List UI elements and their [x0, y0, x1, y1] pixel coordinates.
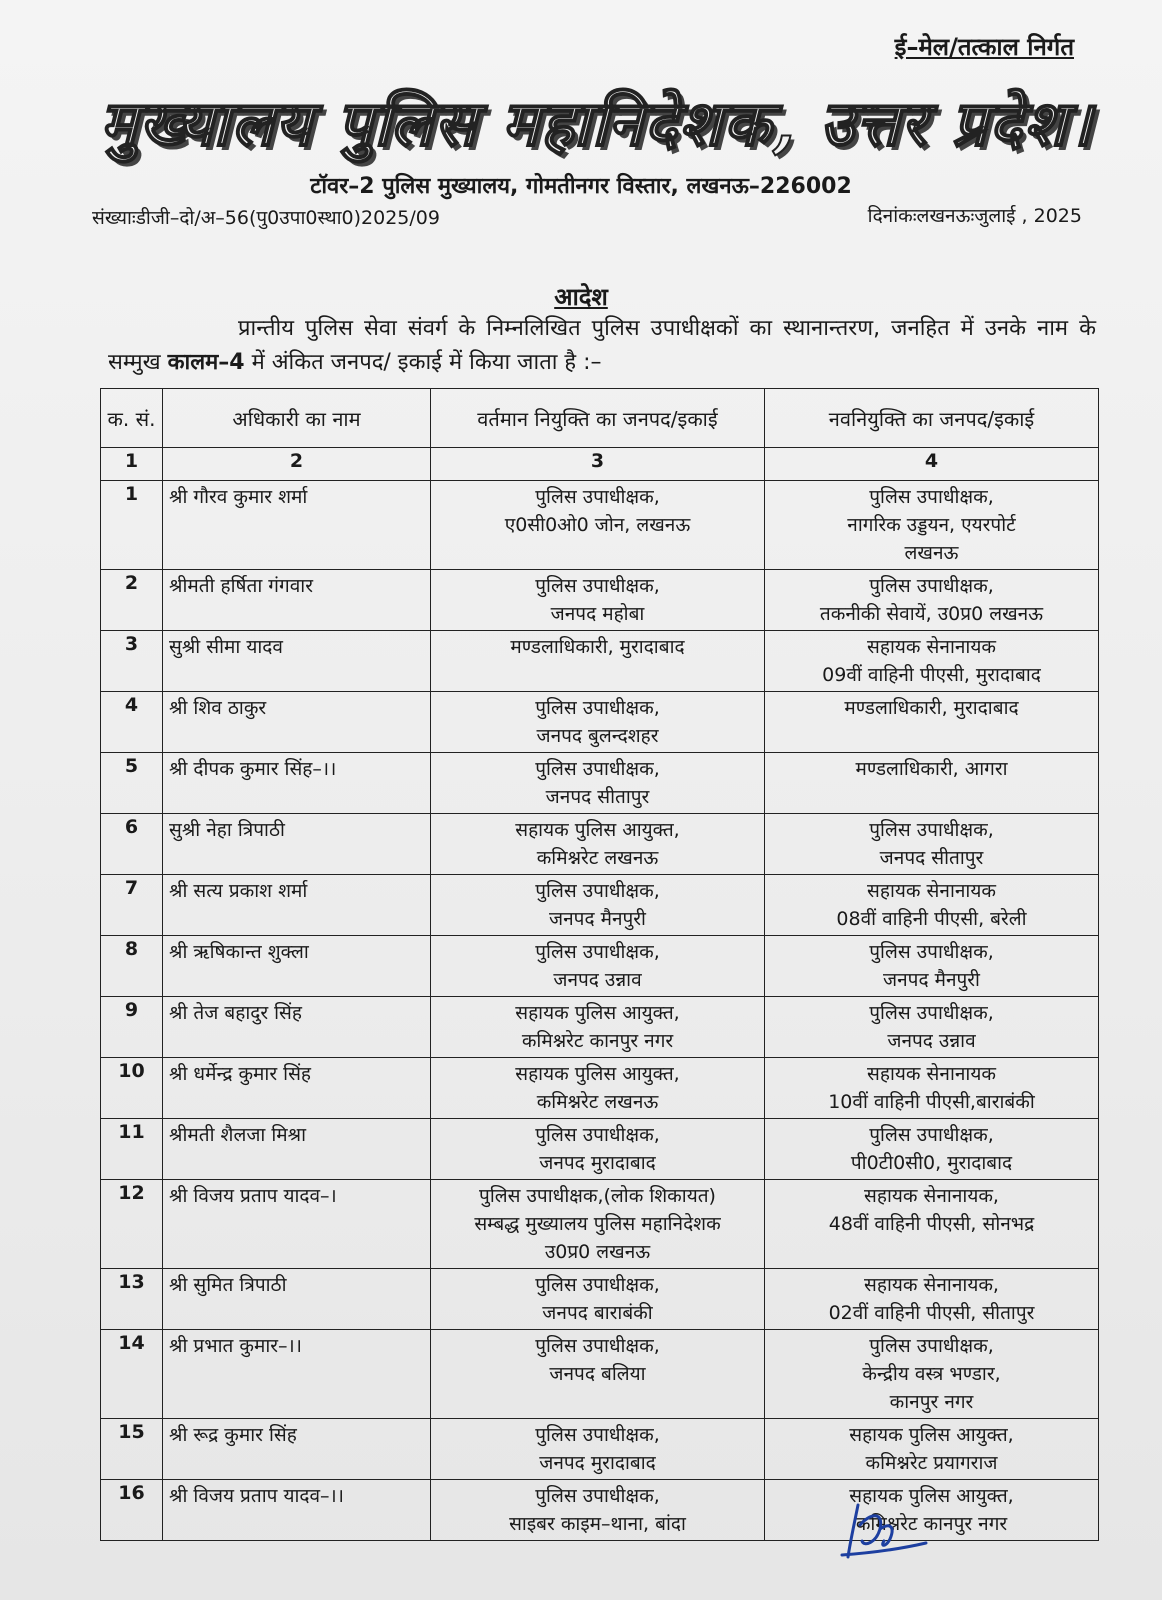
serial-number: 7 — [101, 875, 163, 936]
table-body — [101, 481, 1099, 1541]
intro-column-ref: कालम–4 — [167, 350, 245, 375]
new-posting — [765, 1180, 1099, 1269]
new-posting — [765, 753, 1099, 814]
column-number: 1 — [101, 448, 163, 481]
posting-line: पुलिस उपाधीक्षक, — [869, 1335, 994, 1357]
table-row — [101, 1058, 1099, 1119]
officer-name: श्री सुमित त्रिपाठी — [163, 1269, 431, 1330]
order-date: दिनांकःलखनऊःजुलाई , 2025 — [867, 205, 1082, 227]
officer-name: श्रीमती हर्षिता गंगवार — [163, 570, 431, 631]
serial-number: 5 — [101, 753, 163, 814]
posting-line: पुलिस उपाधीक्षक, — [535, 1335, 660, 1357]
posting-line: पुलिस उपाधीक्षक, — [535, 486, 660, 508]
officer-name: सुश्री सीमा यादव — [163, 631, 431, 692]
posting-line: पुलिस उपाधीक्षक, — [535, 1485, 660, 1507]
officer-name: श्री प्रभात कुमार–।। — [163, 1330, 431, 1419]
header-current-posting: वर्तमान नियुक्ति का जनपद/इकाई — [431, 389, 765, 448]
header-serial: क. सं. — [101, 389, 163, 448]
posting-line: जनपद बुलन्दशहर — [536, 725, 659, 747]
posting-line: मण्डलाधिकारी, आगरा — [855, 758, 1008, 780]
posting-line: जनपद मुरादाबाद — [539, 1452, 656, 1474]
officer-name: सुश्री नेहा त्रिपाठी — [163, 814, 431, 875]
posting-line: पुलिस उपाधीक्षक, — [869, 1002, 994, 1024]
serial-number: 10 — [101, 1058, 163, 1119]
officer-name: श्री दीपक कुमार सिंह–।। — [163, 753, 431, 814]
posting-line: पुलिस उपाधीक्षक, — [869, 819, 994, 841]
serial-number: 3 — [101, 631, 163, 692]
current-posting — [431, 1180, 765, 1269]
table-row — [101, 875, 1099, 936]
new-posting — [765, 997, 1099, 1058]
posting-line: 02वीं वाहिनी पीएसी, सीतापुर — [828, 1302, 1035, 1324]
new-posting — [765, 814, 1099, 875]
intro-text-2: में अंकित जनपद/ इकाई में किया जाता है :– — [244, 350, 602, 375]
serial-number: 14 — [101, 1330, 163, 1419]
current-posting — [431, 1119, 765, 1180]
current-posting — [431, 753, 765, 814]
serial-number: 1 — [101, 481, 163, 570]
officer-name: श्री रूद्र कुमार सिंह — [163, 1419, 431, 1480]
new-posting — [765, 631, 1099, 692]
column-number: 4 — [765, 448, 1099, 481]
serial-number: 4 — [101, 692, 163, 753]
serial-number: 16 — [101, 1480, 163, 1541]
posting-line: कमिश्नरेट लखनऊ — [536, 1091, 659, 1113]
posting-line: मण्डलाधिकारी, मुरादाबाद — [510, 636, 685, 658]
serial-number: 15 — [101, 1419, 163, 1480]
column-number: 3 — [431, 448, 765, 481]
header-new-posting: नवनियुक्ति का जनपद/इकाई — [765, 389, 1099, 448]
posting-line: सहायक सेनानायक, — [864, 1185, 999, 1207]
current-posting — [431, 1419, 765, 1480]
current-posting — [431, 570, 765, 631]
column-number: 2 — [163, 448, 431, 481]
new-posting — [765, 481, 1099, 570]
serial-number: 11 — [101, 1119, 163, 1180]
posting-line: तकनीकी सेवायें, उ0प्र0 लखनऊ — [819, 603, 1044, 625]
posting-line: सहायक सेनानायक — [867, 1063, 996, 1085]
current-posting — [431, 692, 765, 753]
current-posting — [431, 814, 765, 875]
posting-line: जनपद महोबा — [550, 603, 645, 625]
posting-line: पी0टी0सी0, मुरादाबाद — [850, 1152, 1013, 1174]
new-posting — [765, 1330, 1099, 1419]
posting-line: जनपद उन्नाव — [553, 969, 642, 991]
posting-line: सम्बद्ध मुख्यालय पुलिस महानिदेशक — [474, 1213, 721, 1235]
posting-line: जनपद मैनपुरी — [549, 908, 646, 930]
posting-line: पुलिस उपाधीक्षक, — [869, 486, 994, 508]
intro-text-1: प्रान्तीय पुलिस सेवा संवर्ग के निम्नलिखित पुलिस उपाधीक्षकों का स्थानान्तरण, जनहित में उनके नाम के सम्मुख — [108, 316, 1096, 375]
serial-number: 2 — [101, 570, 163, 631]
posting-line: पुलिस उपाधीक्षक, — [535, 1124, 660, 1146]
new-posting — [765, 1058, 1099, 1119]
officer-name: श्री गौरव कुमार शर्मा — [163, 481, 431, 570]
officer-name: श्री विजय प्रताप यादव–।। — [163, 1480, 431, 1541]
table-row — [101, 1330, 1099, 1419]
current-posting — [431, 1269, 765, 1330]
posting-line: कानपुर नगर — [889, 1391, 974, 1413]
posting-line: उ0प्र0 लखनऊ — [544, 1241, 651, 1263]
posting-line: पुलिस उपाधीक्षक, — [535, 575, 660, 597]
posting-line: जनपद बाराबंकी — [542, 1302, 653, 1324]
transfer-table — [100, 388, 1099, 1541]
table-row — [101, 481, 1099, 570]
table-row — [101, 1419, 1099, 1480]
posting-line: पुलिस उपाधीक्षक, — [869, 941, 994, 963]
order-intro — [108, 312, 1096, 380]
posting-line: पुलिस उपाधीक्षक,(लोक शिकायत) — [479, 1185, 716, 1207]
table-row — [101, 814, 1099, 875]
office-address: टॉवर–2 पुलिस मुख्यालय, गोमतीनगर विस्तार, लखनऊ–226002 — [310, 174, 852, 199]
table-row — [101, 1180, 1099, 1269]
posting-line: ए0सी0ओ0 जोन, लखनऊ — [504, 514, 691, 536]
new-posting — [765, 936, 1099, 997]
new-posting — [765, 1419, 1099, 1480]
new-posting — [765, 1119, 1099, 1180]
posting-line: कमिश्नरेट कानपुर नगर — [521, 1030, 674, 1052]
table-header-row — [101, 389, 1099, 448]
current-posting — [431, 997, 765, 1058]
posting-line: पुलिस उपाधीक्षक, — [535, 1424, 660, 1446]
posting-line: जनपद बलिया — [549, 1363, 646, 1385]
table-row — [101, 936, 1099, 997]
posting-line: सहायक सेनानायक, — [864, 1274, 999, 1296]
serial-number: 13 — [101, 1269, 163, 1330]
officer-name: श्री सत्य प्रकाश शर्मा — [163, 875, 431, 936]
current-posting — [431, 481, 765, 570]
serial-number: 6 — [101, 814, 163, 875]
posting-line: पुलिस उपाधीक्षक, — [869, 1124, 994, 1146]
posting-line: पुलिस उपाधीक्षक, — [535, 941, 660, 963]
officer-name: श्रीमती शैलजा मिश्रा — [163, 1119, 431, 1180]
officer-name: श्री विजय प्रताप यादव–। — [163, 1180, 431, 1269]
table-row — [101, 1480, 1099, 1541]
posting-line: पुलिस उपाधीक्षक, — [535, 1274, 660, 1296]
officer-name: श्री ऋषिकान्त शुक्ला — [163, 936, 431, 997]
posting-line: जनपद मुरादाबाद — [539, 1152, 656, 1174]
dispatch-note: ई–मेल/तत्काल निर्गत — [894, 33, 1074, 61]
posting-line: जनपद सीतापुर — [879, 847, 984, 869]
header-officer-name: अधिकारी का नाम — [163, 389, 431, 448]
posting-line: सहायक पुलिस आयुक्त, — [515, 1063, 680, 1085]
serial-number: 8 — [101, 936, 163, 997]
posting-line: सहायक पुलिस आयुक्त, — [515, 1002, 680, 1024]
posting-line: मण्डलाधिकारी, मुरादाबाद — [844, 697, 1019, 719]
posting-line: 08वीं वाहिनी पीएसी, बरेली — [836, 908, 1027, 930]
posting-line: जनपद सीतापुर — [545, 786, 650, 808]
current-posting — [431, 1058, 765, 1119]
current-posting — [431, 936, 765, 997]
posting-line: 10वीं वाहिनी पीएसी,बाराबंकी — [828, 1091, 1035, 1113]
officer-signature — [840, 1495, 930, 1565]
serial-number: 12 — [101, 1180, 163, 1269]
posting-line: पुलिस उपाधीक्षक, — [535, 758, 660, 780]
posting-line: जनपद मैनपुरी — [883, 969, 980, 991]
posting-line: सहायक सेनानायक — [867, 636, 996, 658]
column-number-row — [101, 448, 1099, 481]
office-masthead: मुख्यालय पुलिस महानिदेशक, उत्तर प्रदेश। — [100, 87, 1094, 160]
current-posting — [431, 1330, 765, 1419]
posting-line: सहायक सेनानायक — [867, 880, 996, 902]
officer-name: श्री शिव ठाकुर — [163, 692, 431, 753]
officer-name: श्री तेज बहादुर सिंह — [163, 997, 431, 1058]
posting-line: कमिश्नरेट प्रयागराज — [865, 1452, 998, 1474]
current-posting — [431, 1480, 765, 1541]
table-row — [101, 997, 1099, 1058]
new-posting — [765, 875, 1099, 936]
posting-line: सहायक पुलिस आयुक्त, — [849, 1424, 1014, 1446]
posting-line: सहायक पुलिस आयुक्त, — [849, 1485, 1014, 1507]
table-row — [101, 753, 1099, 814]
posting-line: जनपद उन्नाव — [887, 1030, 976, 1052]
table-row — [101, 692, 1099, 753]
posting-line: 09वीं वाहिनी पीएसी, मुरादाबाद — [822, 664, 1041, 686]
current-posting — [431, 875, 765, 936]
posting-line: साइबर काइम–थाना, बांदा — [509, 1513, 686, 1535]
table-row — [101, 570, 1099, 631]
posting-line: केन्द्रीय वस्त्र भण्डार, — [862, 1363, 1001, 1385]
new-posting — [765, 1269, 1099, 1330]
table-row — [101, 631, 1099, 692]
posting-line: कमिश्नरेट लखनऊ — [536, 847, 659, 869]
current-posting — [431, 631, 765, 692]
posting-line: पुलिस उपाधीक्षक, — [869, 575, 994, 597]
posting-line: कमिश्नरेट कानपुर नगर — [855, 1513, 1008, 1535]
reference-number: संख्याःडीजी–दो/अ–56(पु0उपा0स्था0)2025/09 — [92, 207, 440, 229]
posting-line: सहायक पुलिस आयुक्त, — [515, 819, 680, 841]
posting-line: पुलिस उपाधीक्षक, — [535, 697, 660, 719]
new-posting — [765, 570, 1099, 631]
officer-name: श्री धर्मेन्द्र कुमार सिंह — [163, 1058, 431, 1119]
posting-line: लखनऊ — [904, 542, 959, 564]
posting-line: 48वीं वाहिनी पीएसी, सोनभद्र — [828, 1213, 1035, 1235]
posting-line: नागरिक उड्डयन, एयरपोर्ट — [847, 514, 1016, 536]
new-posting — [765, 692, 1099, 753]
table-row — [101, 1269, 1099, 1330]
new-posting — [765, 1480, 1099, 1541]
serial-number: 9 — [101, 997, 163, 1058]
order-title: आदेश — [554, 283, 608, 311]
posting-line: पुलिस उपाधीक्षक, — [535, 880, 660, 902]
table-row — [101, 1119, 1099, 1180]
